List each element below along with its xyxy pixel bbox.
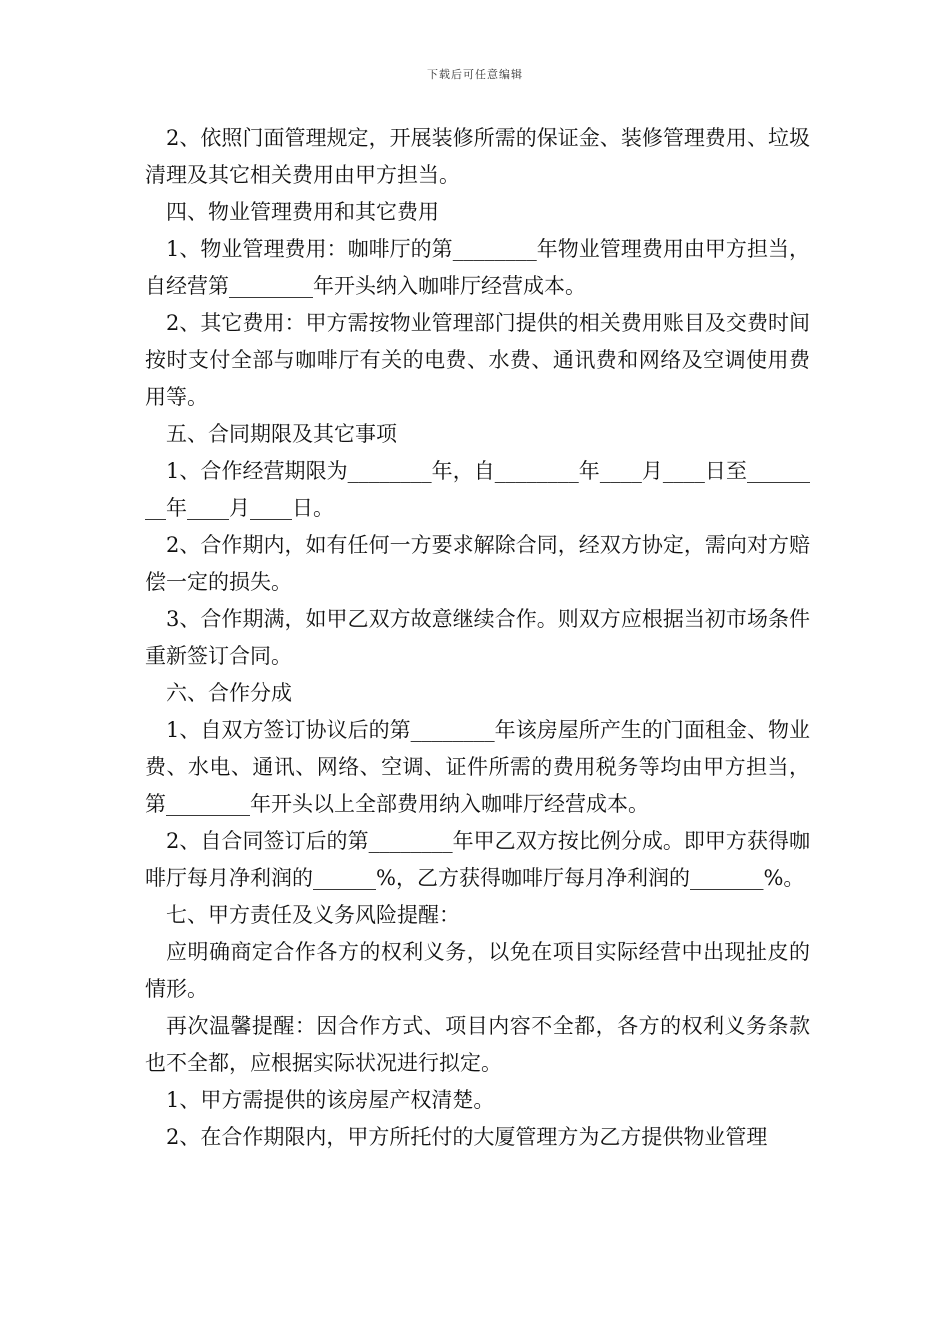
paragraph-property-management-fee: 1、物业管理费用：咖啡厅的第________年物业管理费用由甲方担当，自经营第________年开头纳入咖啡厅经营成本。 xyxy=(145,237,810,298)
paragraph-profit-ratio: 2、自合同签订后的第________年甲乙双方按比例分成。即甲方获得咖啡厅每月净利润的______%，乙方获得咖啡厅每月净利润的_______%。 xyxy=(145,829,810,890)
paragraph-termination: 2、合作期内，如有任何一方要求解除合同，经双方协定，需向对方赔偿一定的损失。 xyxy=(145,533,810,594)
page-header-note: 下载后可任意编辑 xyxy=(427,68,523,81)
document-body xyxy=(145,120,810,1156)
paragraph-renewal: 3、合作期满，如甲乙双方故意继续合作。则双方应根据当初市场条件重新签订合同。 xyxy=(145,607,810,668)
section-heading-party-a-duties: 七、甲方责任及义务风险提醒： xyxy=(166,903,460,927)
paragraph-reminder: 再次温馨提醒：因合作方式、项目内容不全都，各方的权利义务条款也不全都，应根据实际状况进行拟定。 xyxy=(145,1014,810,1075)
paragraph-rights-obligations: 应明确商定合作各方的权利义务，以免在项目实际经营中出现扯皮的情形。 xyxy=(145,940,810,1001)
paragraph-cost-allocation: 1、自双方签订协议后的第________年该房屋所产生的门面租金、物业费、水电、通讯、网络、空调、证件所需的费用税务等均由甲方担当，第________年开头以上全部费用纳入咖啡厅经营成本。 xyxy=(145,718,810,816)
section-heading-profit-sharing: 六、合作分成 xyxy=(166,681,292,705)
section-heading-property-fees: 四、物业管理费用和其它费用 xyxy=(166,200,439,224)
paragraph-renovation-fees: 2、依照门面管理规定，开展装修所需的保证金、装修管理费用、垃圾清理及其它相关费用由甲方担当。 xyxy=(145,126,810,187)
paragraph-cooperation-period: 1、合作经营期限为________年，自________年____月____日至________年____月____日。 xyxy=(145,459,810,520)
section-heading-contract-term: 五、合同期限及其它事项 xyxy=(166,422,397,446)
paragraph-property-title: 1、甲方需提供的该房屋产权清楚。 xyxy=(166,1088,495,1112)
paragraph-building-management: 2、在合作期限内，甲方所托付的大厦管理方为乙方提供物业管理 xyxy=(166,1125,768,1149)
paragraph-other-fees: 2、其它费用：甲方需按物业管理部门提供的相关费用账目及交费时间按时支付全部与咖啡厅有关的电费、水费、通讯费和网络及空调使用费用等。 xyxy=(145,311,810,409)
